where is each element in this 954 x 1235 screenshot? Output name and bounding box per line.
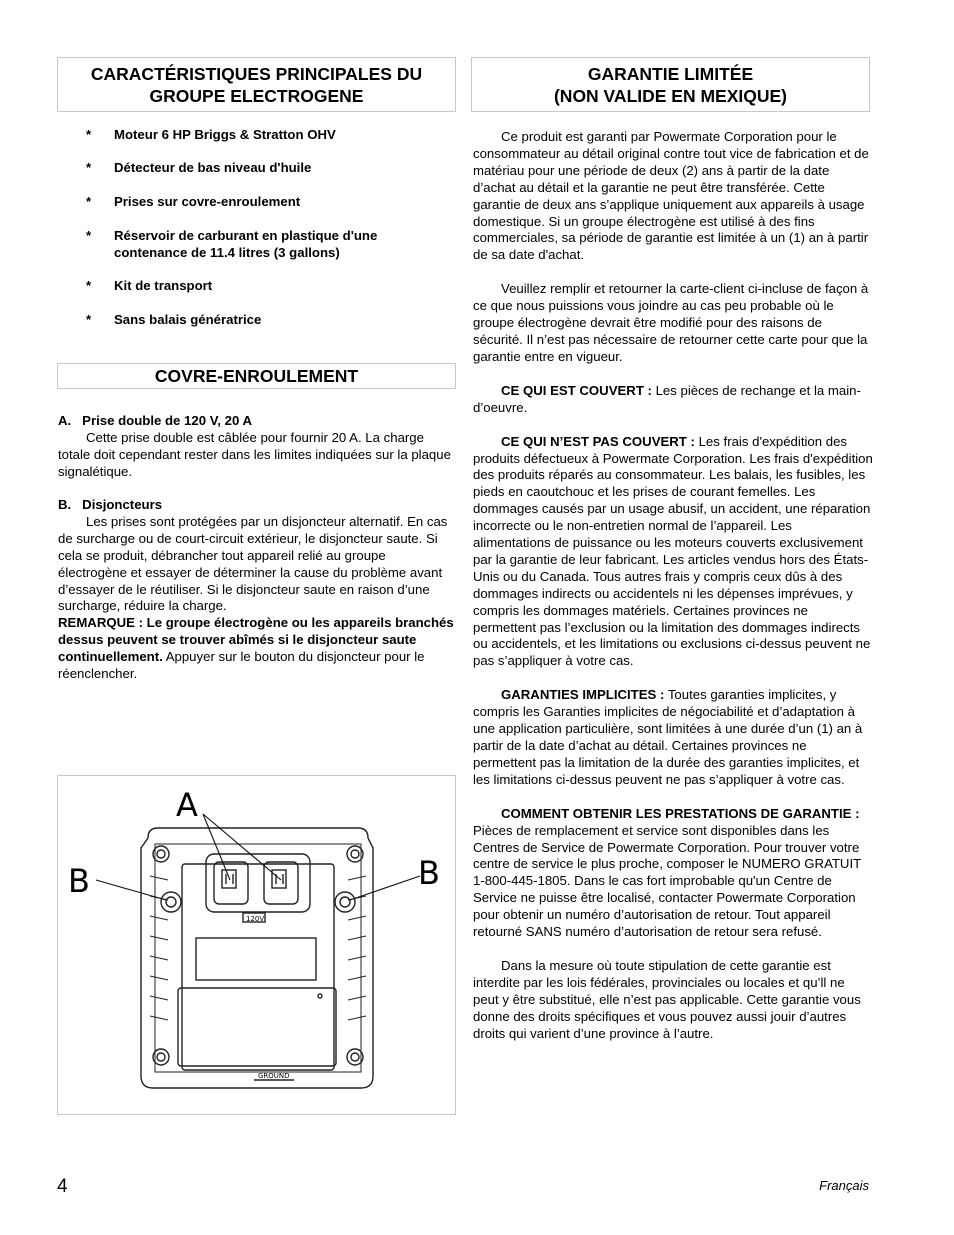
label-b-left: B xyxy=(68,862,90,900)
panel-heading-box xyxy=(57,363,456,389)
plate-text: 120V xyxy=(246,915,265,923)
section-a-text: Cette prise double est câblée pour fournir 20 A. La charge totale doit cependant rester dans les limites indiquées sur la plaque signalétique. xyxy=(58,429,451,479)
figure-box xyxy=(57,775,456,1115)
warranty-body xyxy=(473,129,873,1043)
page-number: 4 xyxy=(57,1176,68,1197)
section-a-heading: A. Prise double de 120 V, 20 A xyxy=(58,413,252,428)
control-panel-diagram xyxy=(58,776,455,1114)
features-heading-box xyxy=(57,57,456,112)
warranty-p3: CE QUI EST COUVERT : Les pièces de rechange et la main-d’oeuvre. xyxy=(473,382,861,415)
section-b-heading: B. Disjoncteurs xyxy=(58,497,163,512)
warranty-p1: Ce produit est garanti par Powermate Corporation pour le consommateur au détail original contre tout vice de fabrication et de matériau pour une période de deux (2) ans à partir de la date d’achat au détail et la garantie ne peut être transférée. Cette garantie de deux ans s’applique uniquement aux appareils à usage domestique. Si un groupe électrogène est utilisé à des fins commerciales, sa période de garantie est limitée à un (1) an à partir de sa date d'achat. xyxy=(473,129,869,263)
warranty-p4: CE QUI N’EST PAS COUVERT : Les frais d'expédition des produits défectueux à Powermate Corporation. Les frais d'expédition des produits réparés au consommateur. Les balais, les fusibles, les pieds en caoutchouc et les prises de courant femelles. Les dommages causés par un usage abusif, un accident, une réparation incorrecte ou le non-entretien normal de l’appareil. Les alimentations de puissance ou les moteurs couverts exclusivement par la garantie de leur fabricant. Les articles vendus hors des États-Unis ou du Canada. Tous autres frais y compris ceux dûs à des dommages indirects ou accidentels ni les dépenses imprévues, y compris les dommages matériels. Certaines provinces ne permettent pas l’exclusion ou la limitation des dommages indirects ou accidentels, et les limitations ou exclusions ci-dessus peuvent ne pas s’appliquer à votre cas. xyxy=(473,433,873,669)
warranty-p2: Veuillez remplir et retourner la carte-client ci-incluse de façon à ce que nous puissions vous joindre au cas peu probable où le groupe électrogène devrait être modifié pour des raisons de sécurité. Il n’est pas nécessaire de retourner cette carte pour que la garantie entre en vigueur. xyxy=(473,281,869,364)
panel-title: COVRE-ENROULEMENT xyxy=(154,366,359,386)
section-a xyxy=(58,413,454,481)
warranty-title-line1: GARANTIE LIMITÉE xyxy=(587,64,754,84)
section-b xyxy=(58,497,454,683)
warranty-title-line2: (NON VALIDE EN MEXIQUE) xyxy=(553,86,788,106)
ground-text: GROUND xyxy=(258,1072,290,1080)
label-b-right: B xyxy=(418,854,440,892)
section-b-text: Les prises sont protégées par un disjoncteur alternatif. En cas de surcharge ou de court-circuit extérieur, le disjoncteur saute. Si cela se produit, débrancher tout appareil relié au groupe électrogène et essayer de déterminer la cause du problème avant d’essayer de le réutiliser. Si le disjoncteur saute en raison d’une surcharge, réduire la charge. xyxy=(58,513,448,614)
features-title-line1: CARACTÉRISTIQUES PRINCIPALES DU xyxy=(90,64,423,84)
label-a: A xyxy=(176,786,198,824)
features-title-line2: GROUPE ELECTROGENE xyxy=(149,86,364,106)
footer-language: Français xyxy=(819,1178,869,1193)
warranty-heading-box xyxy=(471,57,870,112)
warranty-p5: GARANTIES IMPLICITES : Toutes garanties implicites, y compris les Garanties implicites de négociabilité et d’adaptation à une application particulière, sont limitées à une durée d’un (1) an à partir de la date d’achat au détail. Certaines provinces ne permettent pas la limitation de la durée des garanties implicites, et les limitations ci-dessus peuvent ne pas s’appliquer à votre cas. xyxy=(473,687,863,787)
warranty-p6: COMMENT OBTENIR LES PRESTATIONS DE GARANTIE : Pièces de remplacement et service sont disponibles dans les Centres de Service de Powermate Corporation. Pour trouver votre centre de service le plus proche, composer le NUMERO GRATUIT 1-800-445-1805. Dans le cas fort improbable qu'un Centre de Service ne puisse être localisé, contacter Powermate Corporation pour obtenir un numéro d’autorisation de retour. Tout appareil retourné SANS numéro d’autorisation de retour sera refusé. xyxy=(473,805,861,940)
section-b-note: REMARQUE : Le groupe électrogène ou les appareils branchés dessus peuvent se trouver abîmés si le disjoncteur saute continuellement. Appuyer sur le bouton du disjoncteur pour le réenclencher. xyxy=(58,615,454,682)
warranty-p7: Dans la mesure où toute stipulation de cette garantie est interdite par les lois fédérales, provinciales ou locales et qu’ll ne peut y être substitué, elle n’est pas applicable. Cette garantie vous donne des droits spécifiques et vous pouvez aussi jouir d’autres droits qui varient d’une province à l’autre. xyxy=(473,957,861,1041)
